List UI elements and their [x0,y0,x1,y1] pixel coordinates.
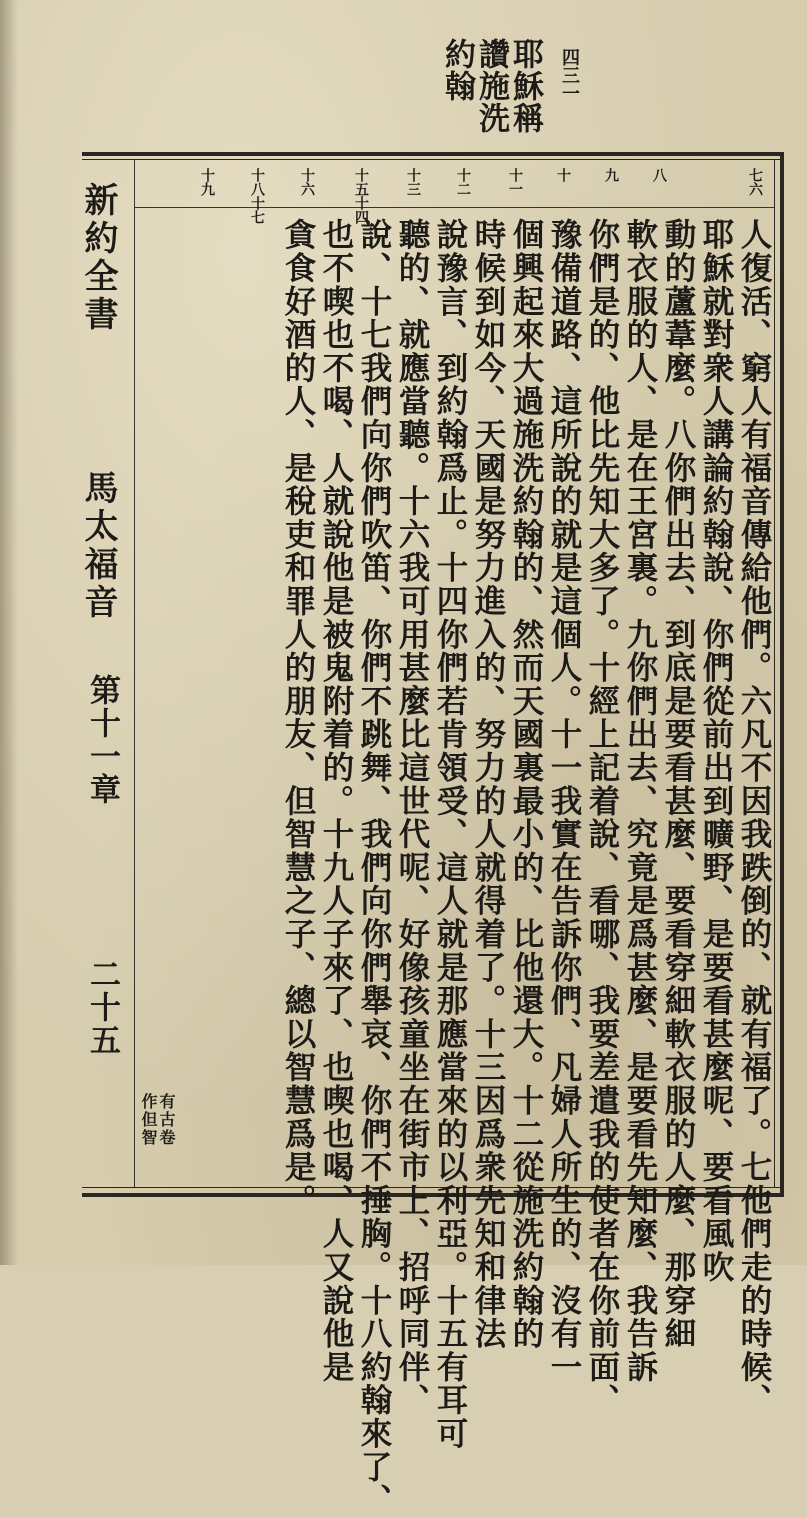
verse-number: 十八十七 [249,168,265,224]
footnote-col-2: 作但智 [139,1093,158,1147]
footnote-col-1: 有古卷 [157,1093,176,1147]
text-column: 動的蘆葦麼。八你們出去、到底是要看甚麼、要看穿細軟衣服的人麼、那穿細 [660,218,697,1351]
verse-number-rule [134,207,774,208]
page-number: 二十五 [84,958,120,1057]
gospel-title: 馬太福音 [78,470,118,622]
running-head-col-1: 耶穌稱 [507,38,543,134]
text-column: 時候到如今、天國是努力進入的、努力的人就得着了。十三因爲衆先知和律法 [470,218,507,1351]
text-column: 豫備道路、這所說的就是這個人。十一我實在告訴你們、凡婦人所生的、沒有一 [546,218,583,1384]
text-column: 個興起來大過施洗約翰的、然而天國裏最小的、比他還大。十二從施洗約翰的 [508,218,545,1351]
verse-number: 十三 [405,168,421,196]
text-column: 說豫言、到約翰爲止。十四你們若肯領受、這人就是那應當來的以利亞。十五有耳可 [432,218,469,1451]
frame-right-rule-thin [774,159,775,1188]
page-edge-shadow [0,0,18,1265]
running-head-col-3: 約翰 [439,38,475,102]
text-column: 聽的、就應當聽。十六我可用甚麼比這世代呢、好像孩童坐在街市上、招呼同伴、 [394,218,431,1417]
verse-number: 八 [651,168,667,182]
text-column: 說、十七我們向你們吹笛、你們不跳舞、我們向你們舉哀、你們不捶胸。十八約翰來了、 [356,218,393,1517]
verse-number: 十一 [507,168,523,196]
frame-top-rule-thin [82,159,784,160]
verse-number: 十五十四 [353,168,369,224]
margin-rule [134,160,135,1187]
verse-number: 九 [603,168,619,182]
book-title: 新約全書 [78,182,118,334]
running-head-reference: 四三一 [559,48,580,102]
text-column: 人復活、窮人有福音傳給他們。六凡不因我跌倒的、就有福了。七他們走的時候、 [736,218,773,1417]
text-column: 你們是的、他比先知大多了。十經上記着說、看哪、我要差遣我的使者在你前面、 [584,218,621,1417]
verse-number: 十六 [299,168,315,196]
verse-number: 十九 [199,168,215,196]
verse-number: 十 [555,168,571,182]
frame-right-rule [780,152,784,1197]
text-column: 軟衣服的人、是在王宮裏。九你們出去、究竟是爲甚麼、是要看先知麼、我告訴 [622,218,659,1384]
frame-top-rule [82,152,784,156]
text-column: 貪食好酒的人、是稅吏和罪人的朋友、但智慧之子、總以智慧爲是。 [280,218,317,1217]
verse-number: 十二 [455,168,471,196]
verse-number: 七六 [747,168,763,196]
text-column: 耶穌就對衆人講論約翰說、你們從前出到曠野、是要看甚麼呢、要看風吹 [698,218,735,1284]
text-column: 也不喫也不喝、人就說他是被鬼附着的。十九人子來了、也喫也喝、人又說他是 [318,218,355,1384]
running-head-col-2: 讚施洗 [473,38,509,134]
chapter-label: 第十一章 [84,674,120,806]
